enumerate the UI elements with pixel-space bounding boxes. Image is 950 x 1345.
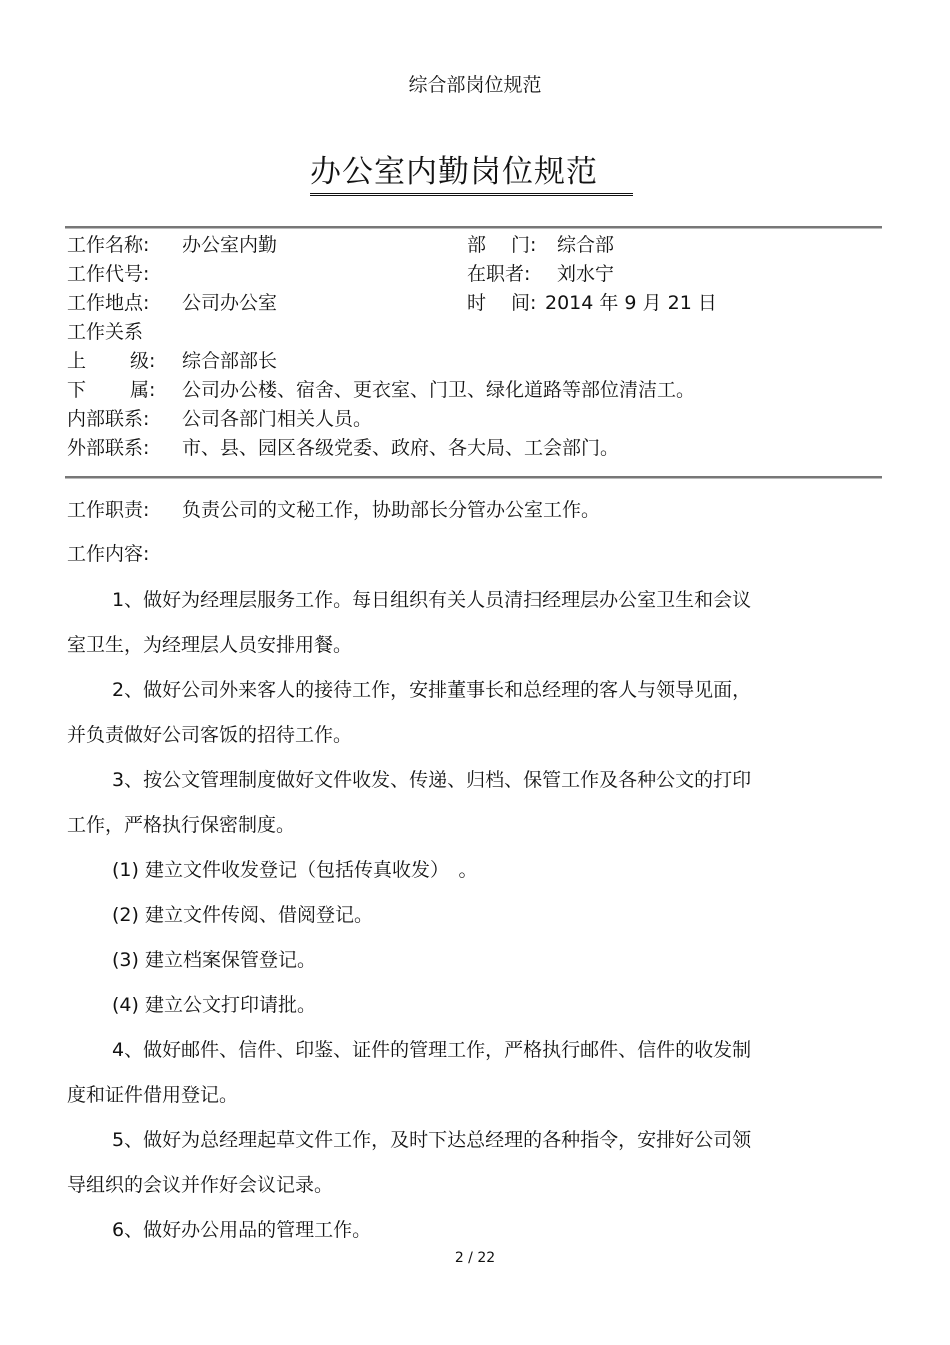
content-line: 6、做好办公用品的管理工作。	[112, 1219, 372, 1241]
info-row-code	[67, 260, 897, 288]
info-row-location	[67, 289, 897, 317]
internal-contact-label: 内部联系:	[67, 408, 150, 430]
internal-contact-value: 公司各部门相关人员。	[182, 408, 373, 430]
incumbent-label: 在职者:	[467, 263, 531, 285]
content-label: 工作内容:	[67, 543, 150, 565]
subordinate-value: 公司办公楼、宿舍、更衣室、门卫、绿化道路等部位清洁工。	[182, 379, 696, 401]
duty-text: 负责公司的文秘工作，协助部长分管办公室工作。	[182, 499, 601, 521]
content-line: 室卫生，为经理层人员安排用餐。	[67, 634, 353, 656]
dept-value: 综合部	[557, 234, 615, 256]
job-name-value: 办公室内勤	[182, 234, 278, 256]
top-divider	[65, 226, 882, 228]
content-line: 导组织的会议并作好会议记录。	[67, 1174, 334, 1196]
content-line: (1) 建立文件收发登记（包括传真收发） 。	[112, 859, 478, 881]
subordinate-label: 下 属:	[67, 379, 156, 401]
content-line: 3、按公文管理制度做好文件收发、传递、归档、保管工作及各种公文的打印	[112, 769, 752, 791]
location-label: 工作地点:	[67, 292, 150, 314]
superior-label: 上 级:	[67, 350, 156, 372]
dept-label: 部 门:	[467, 234, 537, 256]
bottom-divider	[65, 476, 882, 478]
info-row-name	[67, 231, 897, 259]
page-number: 2 / 22	[454, 1250, 496, 1266]
content-line: 并负责做好公司客饭的招待工作。	[67, 724, 353, 746]
content-line: 2、做好公司外来客人的接待工作，安排董事长和总经理的客人与领导见面，	[112, 679, 752, 701]
relations-label: 工作关系	[67, 321, 144, 343]
content-line: 度和证件借用登记。	[67, 1084, 239, 1106]
duty-label: 工作职责:	[67, 499, 150, 521]
content-line: 工作，严格执行保密制度。	[67, 814, 296, 836]
content-line: 1、做好为经理层服务工作。每日组织有关人员清扫经理层办公室卫生和会议	[112, 589, 752, 611]
location-value: 公司办公室	[182, 292, 278, 314]
time-value: 2014 年 9 月 21 日	[545, 292, 717, 314]
time-label: 时 间:	[467, 292, 537, 314]
superior-value: 综合部部长	[182, 350, 278, 372]
external-contact-value: 市、县、园区各级党委、政府、各大局、工会部门。	[182, 437, 620, 459]
content-line: (2) 建立文件传阅、借阅登记。	[112, 904, 373, 926]
running-header: 综合部岗位规范	[408, 74, 542, 96]
job-name-label: 工作名称:	[67, 234, 150, 256]
document-title: 办公室内勤岗位规范	[310, 146, 633, 196]
duty-row	[67, 495, 601, 525]
content-line: (3) 建立档案保管登记。	[112, 949, 316, 971]
content-line: (4) 建立公文打印请批。	[112, 994, 316, 1016]
external-contact-label: 外部联系:	[67, 437, 150, 459]
content-line: 4、做好邮件、信件、印鉴、证件的管理工作，严格执行邮件、信件的收发制	[112, 1039, 752, 1061]
content-line: 5、做好为总经理起草文件工作，及时下达总经理的各种指令，安排好公司领	[112, 1129, 752, 1151]
incumbent-value: 刘水宁	[557, 263, 615, 285]
job-code-label: 工作代号:	[67, 263, 150, 285]
